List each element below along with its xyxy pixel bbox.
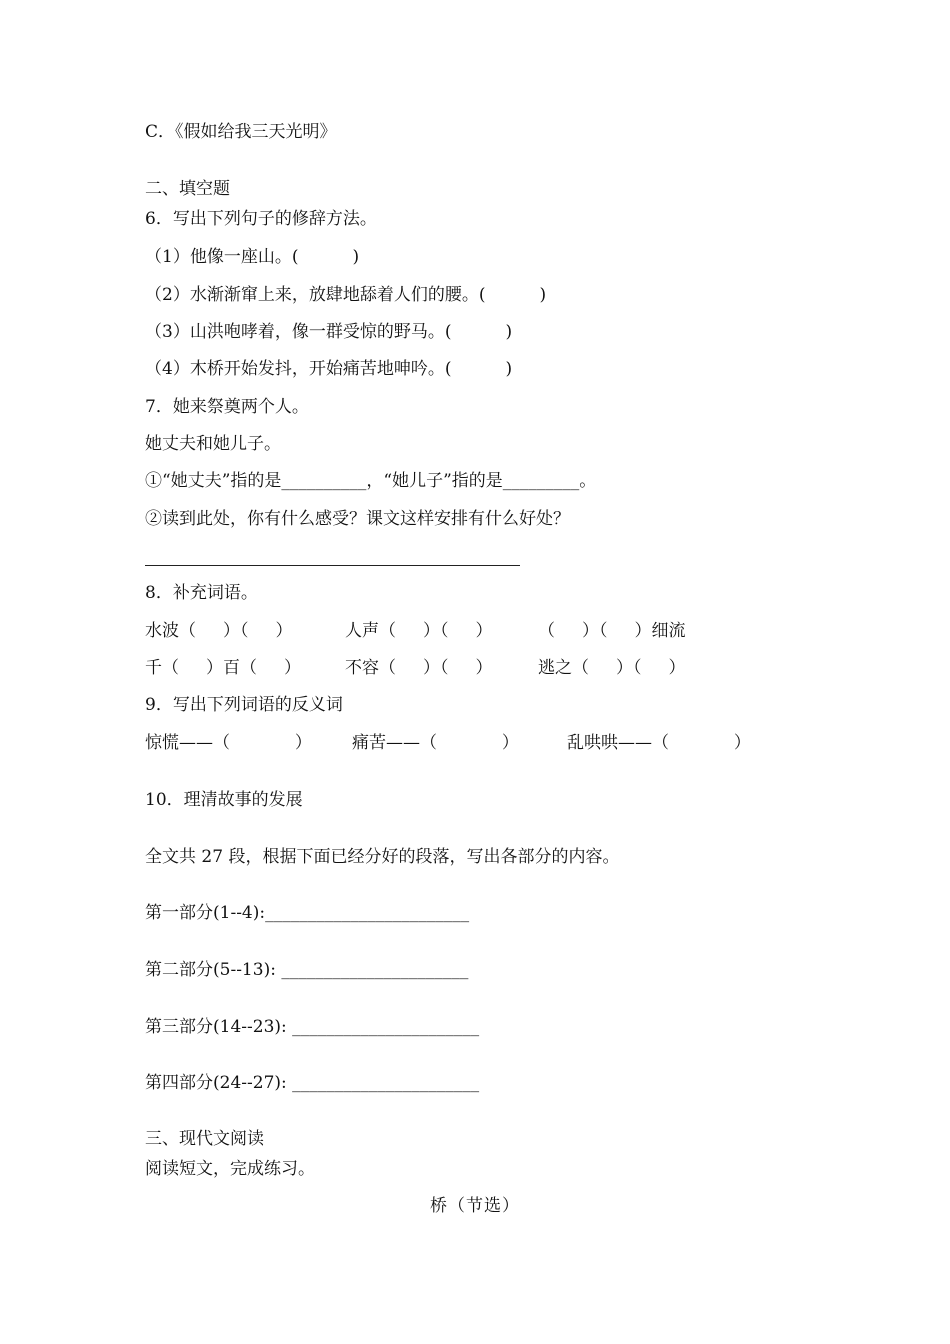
- part-line: 第四部分(24--27): ______________________: [145, 1073, 480, 1093]
- question-8-prompt: 8．补充词语。: [145, 583, 258, 603]
- question-7-sub1: ①“她丈夫”指的是__________，“她儿子”指的是_________。: [145, 471, 597, 491]
- section-2-heading: 二、填空题: [145, 179, 230, 199]
- question-6-item: （3）山洪咆哮着，像一群受惊的野马。( ): [145, 322, 513, 342]
- word-blank: 不容（ ）（ ）: [345, 658, 493, 678]
- word-blank: （ ）（ ）细流: [538, 621, 686, 641]
- antonym-blank: 惊慌——（ ）: [145, 733, 312, 753]
- antonym-blank: 乱哄哄——（ ）: [567, 733, 751, 753]
- question-6-item: （1）他像一座山。( ): [145, 247, 360, 267]
- section-3-heading: 三、现代文阅读: [145, 1129, 264, 1149]
- part-line: 第一部分(1--4):________________________: [145, 903, 470, 923]
- word-blank: 千（ ）百（ ）: [145, 658, 302, 678]
- question-7-sub2: ②读到此处，你有什么感受？课文这样安排有什么好处？: [145, 509, 570, 529]
- antonym-blank: 痛苦——（ ）: [352, 733, 519, 753]
- question-9-prompt: 9．写出下列词语的反义词: [145, 695, 343, 715]
- word-blank: 水波（ ）（ ）: [145, 621, 293, 641]
- question-6-item: （4）木桥开始发抖，开始痛苦地呻吟。( ): [145, 359, 513, 379]
- option-c: C．《假如给我三天光明》: [145, 122, 337, 142]
- part-line: 第三部分(14--23): ______________________: [145, 1017, 480, 1037]
- section-3-instruction: 阅读短文，完成练习。: [145, 1159, 315, 1179]
- part-line: 第二部分(5--13): ______________________: [145, 960, 469, 980]
- word-blank: 人声（ ）（ ）: [345, 621, 493, 641]
- question-7-answer-line: [145, 565, 520, 566]
- question-6-prompt: 6．写出下列句子的修辞方法。: [145, 209, 377, 229]
- question-10-intro: 全文共 27 段，根据下面已经分好的段落，写出各部分的内容。: [145, 847, 620, 867]
- word-blank: 逃之（ ）（ ）: [538, 658, 686, 678]
- question-6-item: （2）水渐渐窜上来，放肆地舔着人们的腰。( ): [145, 285, 547, 305]
- question-7-prompt: 7．她来祭奠两个人。: [145, 397, 309, 417]
- question-7-line2: 她丈夫和她儿子。: [145, 434, 281, 454]
- question-10-prompt: 10．理清故事的发展: [145, 790, 303, 810]
- passage-title: 桥（节选）: [430, 1196, 520, 1216]
